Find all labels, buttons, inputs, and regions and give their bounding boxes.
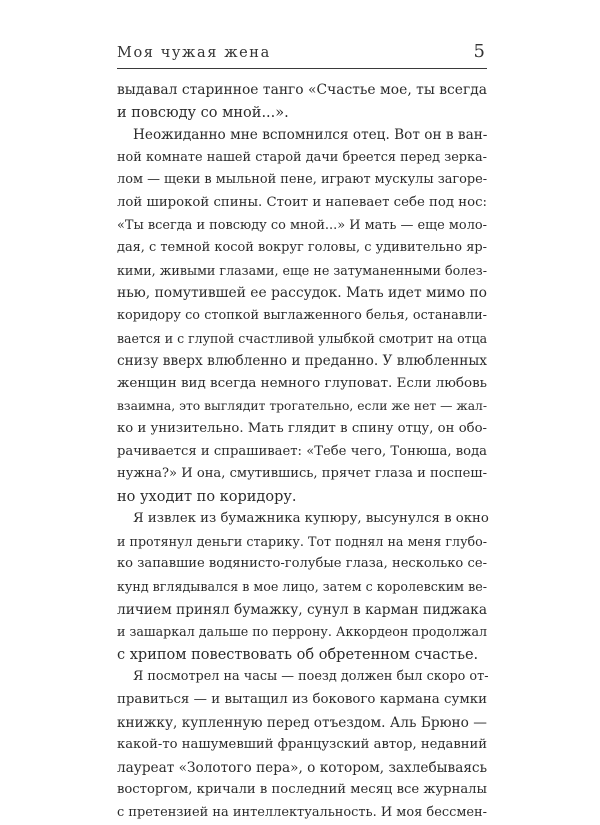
text-line: Неожиданно мне вспомнился отец. Вот он в ван-: [133, 127, 488, 144]
text-line: и протянул деньги старику. Тот поднял на меня глубо-: [117, 533, 487, 549]
text-line: лом — щеки в мыльной пене, играют мускулы загоре-: [117, 172, 488, 188]
text-line: женщин вид всегда немного глуповат. Если любовь: [117, 375, 487, 391]
text-line: дая, с темной косой вокруг головы, с удивительно яр-: [117, 240, 487, 256]
text-line: с хрипом повествовать об обретенном счастье.: [117, 646, 479, 663]
text-line: кими, живыми глазами, еще не затуманенными болез-: [117, 262, 487, 278]
page-number: 5: [473, 41, 485, 62]
text-line: лой широкой спины. Стоит и напевает себе под нос:: [117, 194, 487, 210]
text-line: личием принял бумажку, сунул в карман пиджака: [117, 601, 487, 618]
text-line: лауреат «Золотого пера», о котором, захлебываясь: [117, 759, 487, 776]
running-title: Моя чужая жена: [117, 45, 271, 61]
text-line: «Ты всегда и повсюду со мной...» И мать — еще моло-: [117, 217, 487, 233]
text-line: какой-то нашумевший французский автор, недавний: [117, 737, 487, 753]
text-line: снизу вверх влюбленно и преданно. У влюбленных: [117, 353, 488, 370]
text-line: коридору со стопкой выглаженного белья, останавли-: [117, 307, 487, 323]
text-line: ко и унизительно. Мать глядит в спину отцу, он обо-: [117, 420, 487, 436]
text-line: правиться — и вытащил из бокового кармана сумки: [117, 692, 487, 708]
text-line: Я посмотрел на часы — поезд должен был скоро от-: [133, 669, 489, 685]
text-line: восторгом, кричали в последний месяц все журналы: [117, 782, 487, 798]
text-line: ной комнате нашей старой дачи бреется перед зерка-: [117, 149, 487, 165]
running-header: [117, 38, 487, 69]
text-line: и зашаркал дальше по перрону. Аккордеон продолжал: [117, 624, 488, 640]
text-line: нью, помутившей ее рассудок. Мать идет мимо по: [117, 285, 487, 302]
text-line: книжку, купленную перед отъездом. Аль Брюно —: [117, 714, 487, 731]
text-line: кунд вглядывался в мое лицо, затем с королевским ве-: [117, 579, 487, 595]
text-line: рачивается и спрашивает: «Тебе чего, Тонюша, вода: [117, 443, 487, 459]
text-line: но уходит по коридору.: [117, 488, 297, 505]
text-line: Я извлек из бумажника купюру, высунулся в окно: [133, 511, 489, 527]
text-line: вается и с глупой счастливой улыбкой смотрит на отца: [117, 330, 488, 346]
body-text: [117, 79, 487, 825]
text-line: нужна?» И она, смутившись, прячет глаза и поспеш-: [117, 466, 487, 482]
text-line: выдавал старинное танго «Счастье мое, ты всегда: [117, 82, 487, 98]
text-line: взаимна, это выглядит трогательно, если же нет — жал-: [117, 399, 487, 414]
text-line: ко запавшие водянисто-голубые глаза, несколько се-: [117, 556, 487, 572]
text-line: и повсюду со мной...».: [117, 104, 289, 121]
text-line: с претензией на интеллектуальность. И моя бессмен-: [117, 805, 487, 820]
